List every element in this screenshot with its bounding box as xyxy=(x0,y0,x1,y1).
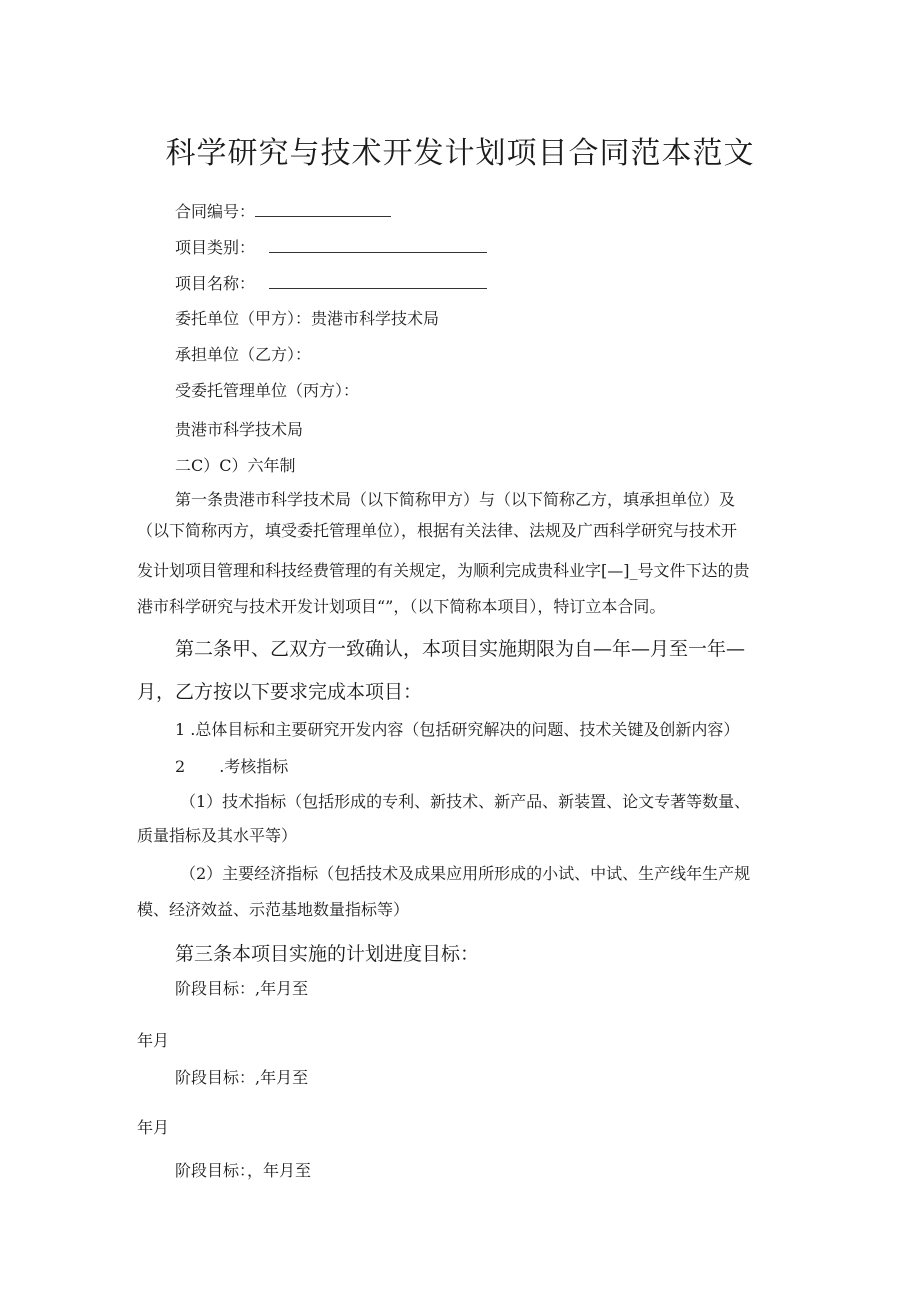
project-category-line xyxy=(175,237,487,258)
item1-line: 1 .总体目标和主要研究开发内容（包括研究解决的问题、技术关键及创新内容） xyxy=(175,720,740,739)
stage-goal-3: 阶段目标：，年月至 xyxy=(175,1161,312,1180)
item2-text: .考核指标 xyxy=(219,757,289,776)
contract-number-line xyxy=(175,201,391,222)
article1-line-3: 发计划项目管理和科技经费管理的有关规定，为顺利完成贵科业字[—]_号文件下达的贵 xyxy=(137,561,750,580)
stage-end-2: 年月 xyxy=(137,1118,170,1137)
article1-line-4: 港市科学研究与技术开发计划项目“”，（以下简称本项目），特订立本合同。 xyxy=(137,597,666,616)
year-system-line: 二C）C）六年制 xyxy=(175,456,296,475)
article1-line-2: （以下简称丙方，填受委托管理单位），根据有关法律、法规及广西科学研究与技术开 xyxy=(137,521,738,540)
contract-number-label: 合同编号： xyxy=(175,202,256,221)
tech-indicator-line-2: 质量指标及其水平等） xyxy=(137,826,298,845)
item2-line xyxy=(175,757,288,777)
article1-line-1: 第一条贵港市科学技术局（以下简称甲方）与（以下简称乙方，填承担单位）及 xyxy=(175,490,736,509)
party-a-line: 委托单位（甲方）：贵港市科学技术局 xyxy=(175,309,440,328)
stage-end-1: 年月 xyxy=(137,1031,170,1050)
document-title: 科学研究与技术开发计划项目合同范本范文 xyxy=(165,136,755,171)
article2-line-1: 第二条甲、乙双方一致确认，本项目实施期限为自—年—月至一年— xyxy=(175,638,746,660)
econ-indicator-line-2: 模、经济效益、示范基地数量指标等） xyxy=(137,900,410,919)
project-category-blank xyxy=(269,237,487,253)
stage-goal-2: 阶段目标：,年月至 xyxy=(175,1068,309,1087)
econ-indicator-line-1: （2）主要经济指标（包括技术及成果应用所形成的小试、中试、生产线年生产规 xyxy=(180,864,751,883)
party-c-value: 贵港市科学技术局 xyxy=(175,420,304,439)
stage-goal-1: 阶段目标：,年月至 xyxy=(175,979,309,998)
project-name-label: 项目名称： xyxy=(175,274,256,293)
tech-indicator-line-1: （1）技术指标（包括形成的专利、新技术、新产品、新装置、论文专著等数量、 xyxy=(180,792,751,811)
contract-number-blank xyxy=(255,201,391,217)
party-b-line: 承担单位（乙方）： xyxy=(175,345,312,364)
article3-line: 第三条本项目实施的计划进度目标： xyxy=(175,943,480,965)
project-category-label: 项目类别： xyxy=(175,238,256,257)
item2-number: 2 xyxy=(175,757,186,776)
project-name-line xyxy=(175,273,487,294)
project-name-blank xyxy=(269,273,487,289)
article2-line-2: 月，乙方按以下要求完成本项目： xyxy=(137,681,423,703)
party-c-line: 受委托管理单位（丙方）： xyxy=(175,381,360,400)
